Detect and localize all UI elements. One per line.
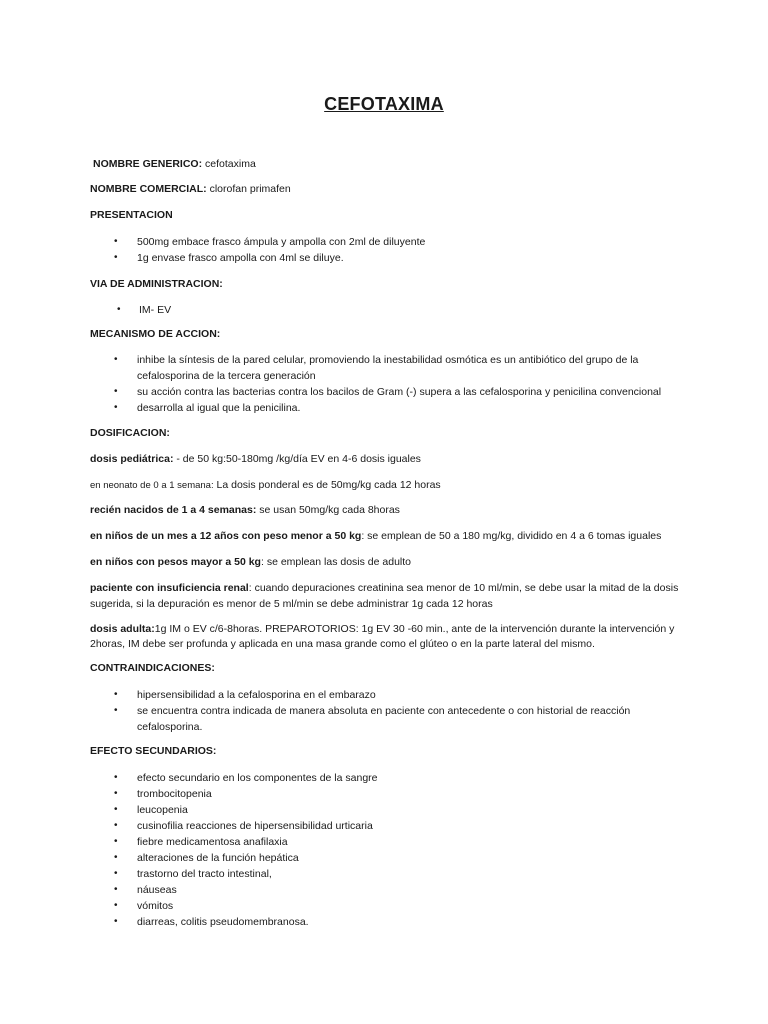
renal-dose-line [90,581,678,595]
side-effects-heading: EFECTO SECUNDARIOS: [90,745,217,757]
side-effect-item: efecto secundario en los componentes de la sangre [137,772,378,784]
bullet-icon: • [114,689,118,700]
children-dose-line [90,529,661,543]
mechanism-item: inhibe la síntesis de la pared celular, promoviendo la inestabilidad osmótica es un antibiótico del grupo de la [137,354,639,366]
commercial-name-line [90,182,291,196]
bullet-icon: • [114,804,118,815]
generic-name-line [93,157,256,171]
pediatric-dose-value: - de 50 kg:50-180mg /kg/día EV en 4-6 dosis iguales [173,453,421,465]
pediatric-dose-line [90,452,421,466]
side-effect-item: cusinofilia reacciones de hipersensibilidad urticaria [137,820,373,832]
commercial-name-value: clorofan primafen [206,183,291,195]
bullet-icon: • [114,868,118,879]
newborn-dose-value: se usan 50mg/kg cada 8horas [256,504,400,516]
side-effect-item: alteraciones de la función hepática [137,852,299,864]
route-heading: VIA DE ADMINISTRACION: [90,278,223,290]
renal-dose-label: paciente con insuficiencia renal [90,582,249,594]
presentation-item: 500mg embace frasco ámpula y ampolla con 2ml de diluyente [137,236,426,248]
side-effect-item: fiebre medicamentosa anafilaxia [137,836,288,848]
contraindication-item: se encuentra contra indicada de manera absoluta en paciente con antecedente o con historial de reacción [137,705,631,717]
side-effect-item: vómitos [137,900,174,912]
mechanism-heading: MECANISMO DE ACCION: [90,328,221,340]
contraindication-item-continuation: cefalosporina. [137,721,203,733]
adult-dose-line [90,622,674,636]
bullet-icon: • [114,836,118,847]
document-title: CEFOTAXIMA [324,94,444,114]
neonate-dose-label: en neonato de 0 a 1 semana: [90,480,214,491]
renal-dose-value: : cuando depuraciones creatinina sea menor de 10 ml/min, se debe usar la mitad de la dosis [248,582,679,594]
bullet-icon: • [114,820,118,831]
mechanism-item: desarrolla al igual que la penicilina. [137,402,301,414]
route-item: IM- EV [139,304,172,316]
bullet-icon: • [117,304,121,315]
newborn-dose-label: recién nacidos de 1 a 4 semanas: [90,504,257,516]
adult-dose-continuation: 2horas, IM debe ser profunda y aplicada en una masa grande como el glúteo o en la parte lateral del mismo. [90,638,595,650]
bullet-icon: • [114,705,118,716]
contraindications-heading: CONTRAINDICACIONES: [90,662,215,674]
heavy-children-dose-line [90,555,411,569]
mechanism-item: su acción contra las bacterias contra los bacilos de Gram (-) supera a las cefalosporina y penicilina convencional [137,386,662,398]
side-effect-item: trombocitopenia [137,788,212,800]
neonate-dose-value: La dosis ponderal es de 50mg/kg cada 12 horas [213,479,441,491]
heavy-children-dose-value: : se emplean las dosis de adulto [260,556,411,568]
side-effect-item: náuseas [137,884,177,896]
bullet-icon: • [114,402,118,413]
bullet-icon: • [114,884,118,895]
bullet-icon: • [114,354,118,365]
children-dose-value: : se emplean de 50 a 180 mg/kg, dividido en 4 a 6 tomas iguales [361,530,662,542]
bullet-icon: • [114,236,118,247]
adult-dose-value: 1g IM o EV c/6-8horas. PREPAROTORIOS: 1g EV 30 -60 min., ante de la intervención durante la intervención y [154,623,675,635]
adult-dose-label: dosis adulta: [90,623,155,635]
children-dose-label: en niños de un mes a 12 años con peso menor a 50 kg [90,530,362,542]
generic-name-label: NOMBRE GENERICO: [93,158,203,170]
bullet-icon: • [114,916,118,927]
heavy-children-dose-label: en niños con pesos mayor a 50 kg [90,556,261,568]
bullet-icon: • [114,772,118,783]
bullet-icon: • [114,252,118,263]
presentation-heading: PRESENTACION [90,209,173,221]
contraindication-item: hipersensibilidad a la cefalosporina en el embarazo [137,689,376,701]
bullet-icon: • [114,900,118,911]
renal-dose-continuation: sugerida, si la depuración es menor de 5 ml/min se debe administrar 1g cada 12 horas [90,598,493,610]
neonate-dose-line [90,478,441,493]
side-effect-item: diarreas, colitis pseudomembranosa. [137,916,309,928]
pediatric-dose-label: dosis pediátrica: [90,453,174,465]
commercial-name-label: NOMBRE COMERCIAL: [90,183,207,195]
mechanism-item-continuation: cefalosporina de la tercera generación [137,370,316,382]
bullet-icon: • [114,852,118,863]
bullet-icon: • [114,788,118,799]
side-effect-item: trastorno del tracto intestinal, [137,868,272,880]
presentation-item: 1g envase frasco ampolla con 4ml se diluye. [137,252,344,264]
bullet-icon: • [114,386,118,397]
newborn-dose-line [90,503,400,517]
dosing-heading: DOSIFICACION: [90,427,170,439]
side-effect-item: leucopenia [137,804,188,816]
generic-name-value: cefotaxima [202,158,256,170]
